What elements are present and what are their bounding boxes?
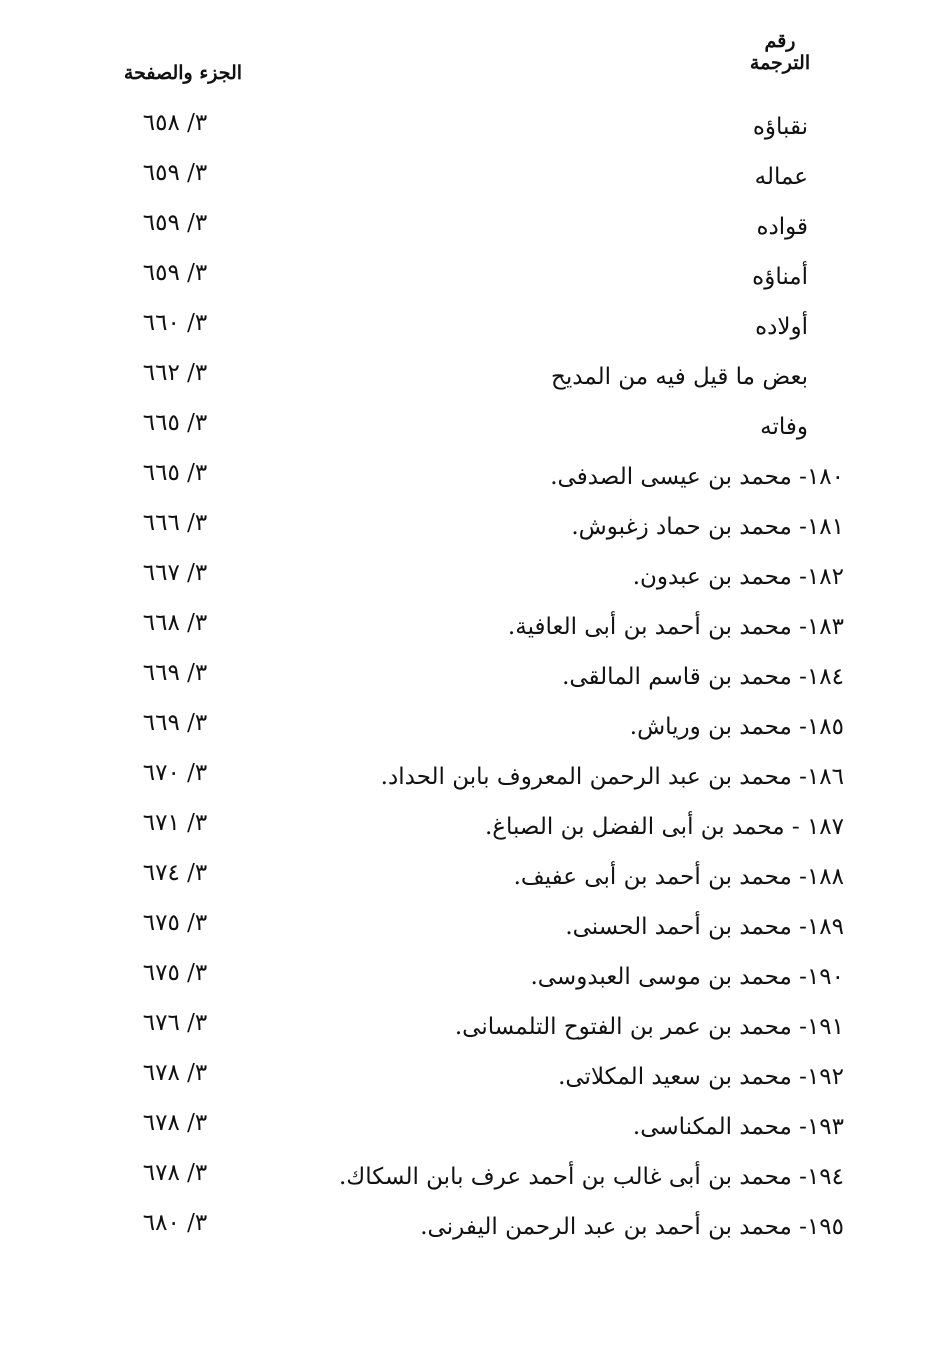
entry-title: ١٩٣- محمد المكناسى.: [632, 1114, 844, 1140]
index-row: [0, 502, 938, 552]
entry-number-header: [720, 30, 840, 74]
volume-page-ref: ٣/ ٦٦٥: [142, 460, 208, 486]
index-row: [0, 802, 938, 852]
entry-title: ١٩٢- محمد بن سعيد المكلاتى.: [558, 1064, 844, 1090]
entry-title: ١٨٧ - محمد بن أبى الفضل بن الصباغ.: [484, 814, 844, 840]
index-row: [0, 202, 938, 252]
volume-page-ref: ٣/ ٦٧٨: [142, 1060, 208, 1086]
entry-title: أولاده: [755, 314, 808, 340]
entry-title: ١٩٠- محمد بن موسى العبدوسى.: [530, 964, 844, 990]
index-row: [0, 1152, 938, 1202]
index-row: [0, 352, 938, 402]
entry-title: ١٨٠- محمد بن عيسى الصدفى.: [550, 464, 844, 490]
entry-title: وفاته: [760, 414, 808, 440]
entry-title: ١٨٩- محمد بن أحمد الحسنى.: [565, 914, 844, 940]
volume-page-ref: ٣/ ٦٧٨: [142, 1110, 208, 1136]
volume-page-header: الجزء والصفحة: [123, 62, 243, 84]
volume-page-ref: ٣/ ٦٥٨: [142, 110, 208, 136]
volume-page-ref: ٣/ ٦٥٩: [142, 260, 208, 286]
entry-title: ١٨٨- محمد بن أحمد بن أبى عفيف.: [513, 864, 844, 890]
volume-page-ref: ٣/ ٦٦٦: [142, 510, 208, 536]
index-row: [0, 452, 938, 502]
entry-title: ١٨٦- محمد بن عبد الرحمن المعروف بابن الحداد.: [380, 764, 844, 790]
index-row: [0, 302, 938, 352]
entry-title: ١٩٥- محمد بن أحمد بن عبد الرحمن اليفرنى.: [420, 1214, 844, 1240]
index-row: [0, 702, 938, 752]
entry-number-header-line2: الترجمة: [749, 52, 811, 74]
index-row: [0, 602, 938, 652]
entry-title: ١٨٢- محمد بن عبدون.: [632, 564, 844, 590]
volume-page-ref: ٣/ ٦٨٠: [142, 1210, 208, 1236]
volume-page-ref: ٣/ ٦٥٩: [142, 160, 208, 186]
entry-number-header-line1: رقم: [764, 30, 796, 52]
index-row: [0, 552, 938, 602]
index-row: [0, 102, 938, 152]
volume-page-ref: ٣/ ٦٧٤: [142, 860, 208, 886]
volume-page-ref: ٣/ ٦٧٥: [142, 910, 208, 936]
volume-page-ref: ٣/ ٦٦٥: [142, 410, 208, 436]
index-row: [0, 152, 938, 202]
entry-title: عماله: [754, 164, 808, 190]
entry-title: ١٩٤- محمد بن أبى غالب بن أحمد عرف بابن السكاك.: [338, 1164, 844, 1190]
volume-page-ref: ٣/ ٦٦٧: [142, 560, 208, 586]
entry-title: نقباؤه: [752, 114, 808, 140]
index-row: [0, 1102, 938, 1152]
index-row: [0, 752, 938, 802]
index-row: [0, 402, 938, 452]
index-row: [0, 1202, 938, 1252]
index-row: [0, 652, 938, 702]
volume-page-ref: ٣/ ٦٧١: [142, 810, 208, 836]
volume-page-ref: ٣/ ٦٧٠: [142, 760, 208, 786]
entry-title: قواده: [756, 214, 808, 240]
volume-page-ref: ٣/ ٦٧٨: [142, 1160, 208, 1186]
index-row: [0, 852, 938, 902]
entry-title: أمناؤه: [752, 264, 808, 290]
entry-title: ١٨٣- محمد بن أحمد بن أبى العافية.: [507, 614, 844, 640]
index-row: [0, 1052, 938, 1102]
index-row: [0, 252, 938, 302]
entry-title: بعض ما قيل فيه من المديح: [550, 364, 808, 390]
volume-page-ref: ٣/ ٦٦٠: [142, 310, 208, 336]
volume-page-ref: ٣/ ٦٦٩: [142, 660, 208, 686]
entry-title: ١٨٤- محمد بن قاسم المالقى.: [562, 664, 844, 690]
entry-title: ١٩١- محمد بن عمر بن الفتوح التلمسانى.: [454, 1014, 844, 1040]
volume-page-ref: ٣/ ٦٥٩: [142, 210, 208, 236]
volume-page-ref: ٣/ ٦٦٨: [142, 610, 208, 636]
index-row: [0, 952, 938, 1002]
index-row: [0, 1002, 938, 1052]
index-list: [0, 102, 938, 1252]
volume-page-ref: ٣/ ٦٧٦: [142, 1010, 208, 1036]
volume-page-ref: ٣/ ٦٦٢: [142, 360, 208, 386]
index-row: [0, 902, 938, 952]
volume-page-ref: ٣/ ٦٦٩: [142, 710, 208, 736]
entry-title: ١٨١- محمد بن حماد زغبوش.: [571, 514, 844, 540]
entry-title: ١٨٥- محمد بن ورياش.: [629, 714, 844, 740]
volume-page-ref: ٣/ ٦٧٥: [142, 960, 208, 986]
